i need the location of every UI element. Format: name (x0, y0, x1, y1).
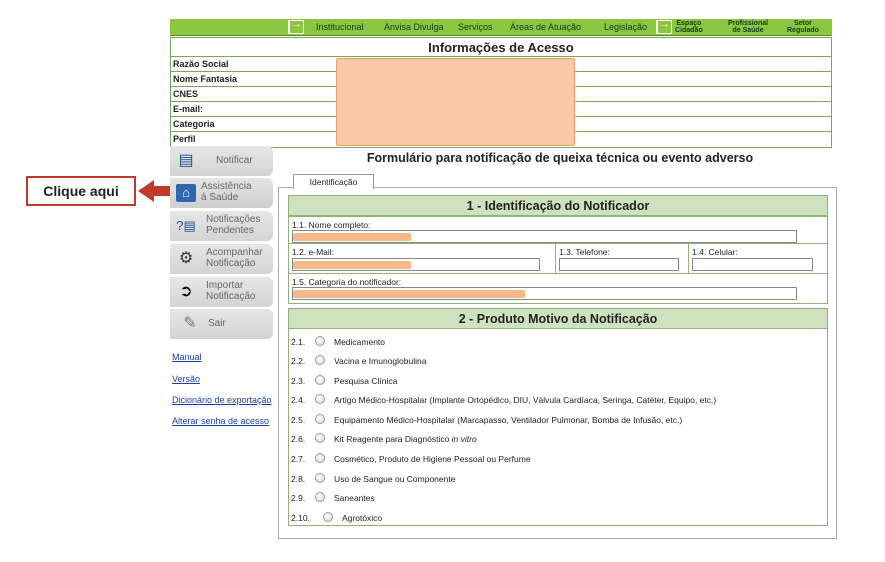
redaction-block (293, 233, 411, 241)
radio-button[interactable] (315, 375, 325, 385)
form-title: Formulário para notificação de queixa técnica ou evento adverso (366, 151, 754, 165)
radio-button[interactable] (315, 453, 325, 463)
access-info-title: Informações de Acesso (171, 38, 831, 57)
callout-arrow-icon (138, 180, 154, 202)
row-cnes: CNES (171, 87, 831, 102)
sidebar-importar-notificacao-button[interactable]: ➲ Importar Notificação (170, 277, 273, 307)
radio-button[interactable] (323, 512, 333, 522)
nome-completo-label: 1.1. Nome completo: (292, 220, 371, 230)
categoria-notificador-label: 1.5. Categoria do notificador: (292, 277, 402, 287)
nav-setor-regulado[interactable]: Setor Regulado (787, 20, 819, 34)
option-artigo-medico: 2.4. Artigo Médico-Hospitalar (Implante Ortopédico, DIU, Válvula Cardíaca, Seringa, Catéter, Equipo, etc.) (291, 395, 717, 405)
row-razao-social: Razão Social (171, 57, 831, 72)
radio-button[interactable] (315, 394, 325, 404)
question-document-icon: ?▤ (176, 218, 196, 233)
radio-button[interactable] (315, 336, 325, 346)
nav-areas-de-atuacao[interactable]: Áreas de Atuação (510, 22, 582, 32)
section1-title: 1 - Identificação do Notificador (289, 196, 827, 216)
sidebar-acompanhar-notificacao-button[interactable]: ⚙ Acompanhar Notificação (170, 244, 273, 274)
telefone-label: 1.3. Telefone: (559, 247, 610, 257)
nav-legislacao[interactable]: Legislação (604, 22, 648, 32)
nav-institucional[interactable]: Institucional (316, 22, 364, 32)
option-cosmetico: 2.7. Cosmético, Produto de Higiene Pessoal ou Perfume (291, 454, 531, 464)
document-icon: ▤ (178, 152, 194, 169)
sidebar-sair-button[interactable]: ✎ Sair (170, 309, 273, 339)
option-agrotoxico: 2.10. Agrotóxico (291, 513, 383, 523)
radio-button[interactable] (315, 355, 325, 365)
section2-title: 2 - Produto Motivo da Notificação (289, 309, 827, 329)
email-label: 1.2. e-Mail: (292, 247, 335, 257)
dicionario-exportacao-link[interactable]: Dicionário de exportação (172, 395, 272, 405)
door-icon (656, 20, 672, 34)
sidebar-assistencia-saude-button[interactable]: ⌂ Assistência à Saúde (170, 178, 273, 208)
nav-espaco-cidadao[interactable]: Espaço Cidadão (675, 20, 703, 34)
exit-icon: ✎ (183, 315, 197, 332)
row-email: E-mail: (171, 102, 831, 117)
import-arrow-icon: ➲ (179, 283, 193, 300)
redaction-block (293, 261, 411, 269)
option-uso-sangue: 2.8. Uso de Sangue ou Componente (291, 474, 456, 484)
nav-profissional-de-saude[interactable]: Profissional de Saúde (728, 20, 769, 34)
callout-arrow-tail (152, 186, 172, 196)
home-icon: ⌂ (176, 184, 196, 202)
option-equipamento-medico: 2.5. Equipamento Médico-Hospitalar (Marcapasso, Ventilador Pulmonar, Bomba de Infusão, etc.) (291, 415, 683, 425)
sidebar-notificar-button[interactable]: ▤ Notificar (170, 146, 273, 176)
radio-button[interactable] (315, 473, 325, 483)
option-pesquisa-clinica: 2.3. Pesquisa Clínica (291, 376, 398, 386)
option-saneantes: 2.9. Saneantes (291, 493, 375, 503)
section-produto-motivo (288, 308, 828, 526)
radio-button[interactable] (315, 492, 325, 502)
celular-field[interactable] (692, 258, 813, 271)
option-vacina: 2.2. Vacina e Imunoglobulina (291, 356, 427, 366)
nav-servicos[interactable]: Serviços (458, 22, 493, 32)
redaction-block (336, 58, 575, 146)
row-categoria: Categoria (171, 117, 831, 132)
row-nome-fantasia: Nome Fantasia (171, 72, 831, 87)
nav-anvisa-divulga[interactable]: Anvisa Divulga (384, 22, 444, 32)
radio-button[interactable] (315, 414, 325, 424)
radio-button[interactable] (315, 433, 325, 443)
top-nav (170, 19, 832, 36)
telefone-field[interactable] (559, 258, 679, 271)
row-perfil: Perfil (173, 134, 196, 144)
door-icon (288, 20, 304, 34)
option-kit-reagente: 2.6. Kit Reagente para Diagnóstico in vitro (291, 434, 477, 444)
celular-label: 1.4. Celular: (692, 247, 738, 257)
gears-icon: ⚙ (178, 250, 194, 267)
redaction-block (293, 290, 525, 298)
alterar-senha-link[interactable]: Alterar senha de acesso (172, 416, 270, 426)
option-medicamento: 2.1. Medicamento (291, 337, 386, 347)
sidebar-notificacoes-pendentes-button[interactable]: ?▤ Notificações Pendentes (170, 211, 273, 241)
manual-link[interactable]: Manual (172, 352, 202, 362)
section-identificacao-notificador (288, 195, 828, 304)
callout-box: Clique aqui (26, 176, 136, 206)
versao-link[interactable]: Versão (172, 374, 201, 384)
tab-identificacao[interactable]: Identificação (293, 174, 374, 189)
